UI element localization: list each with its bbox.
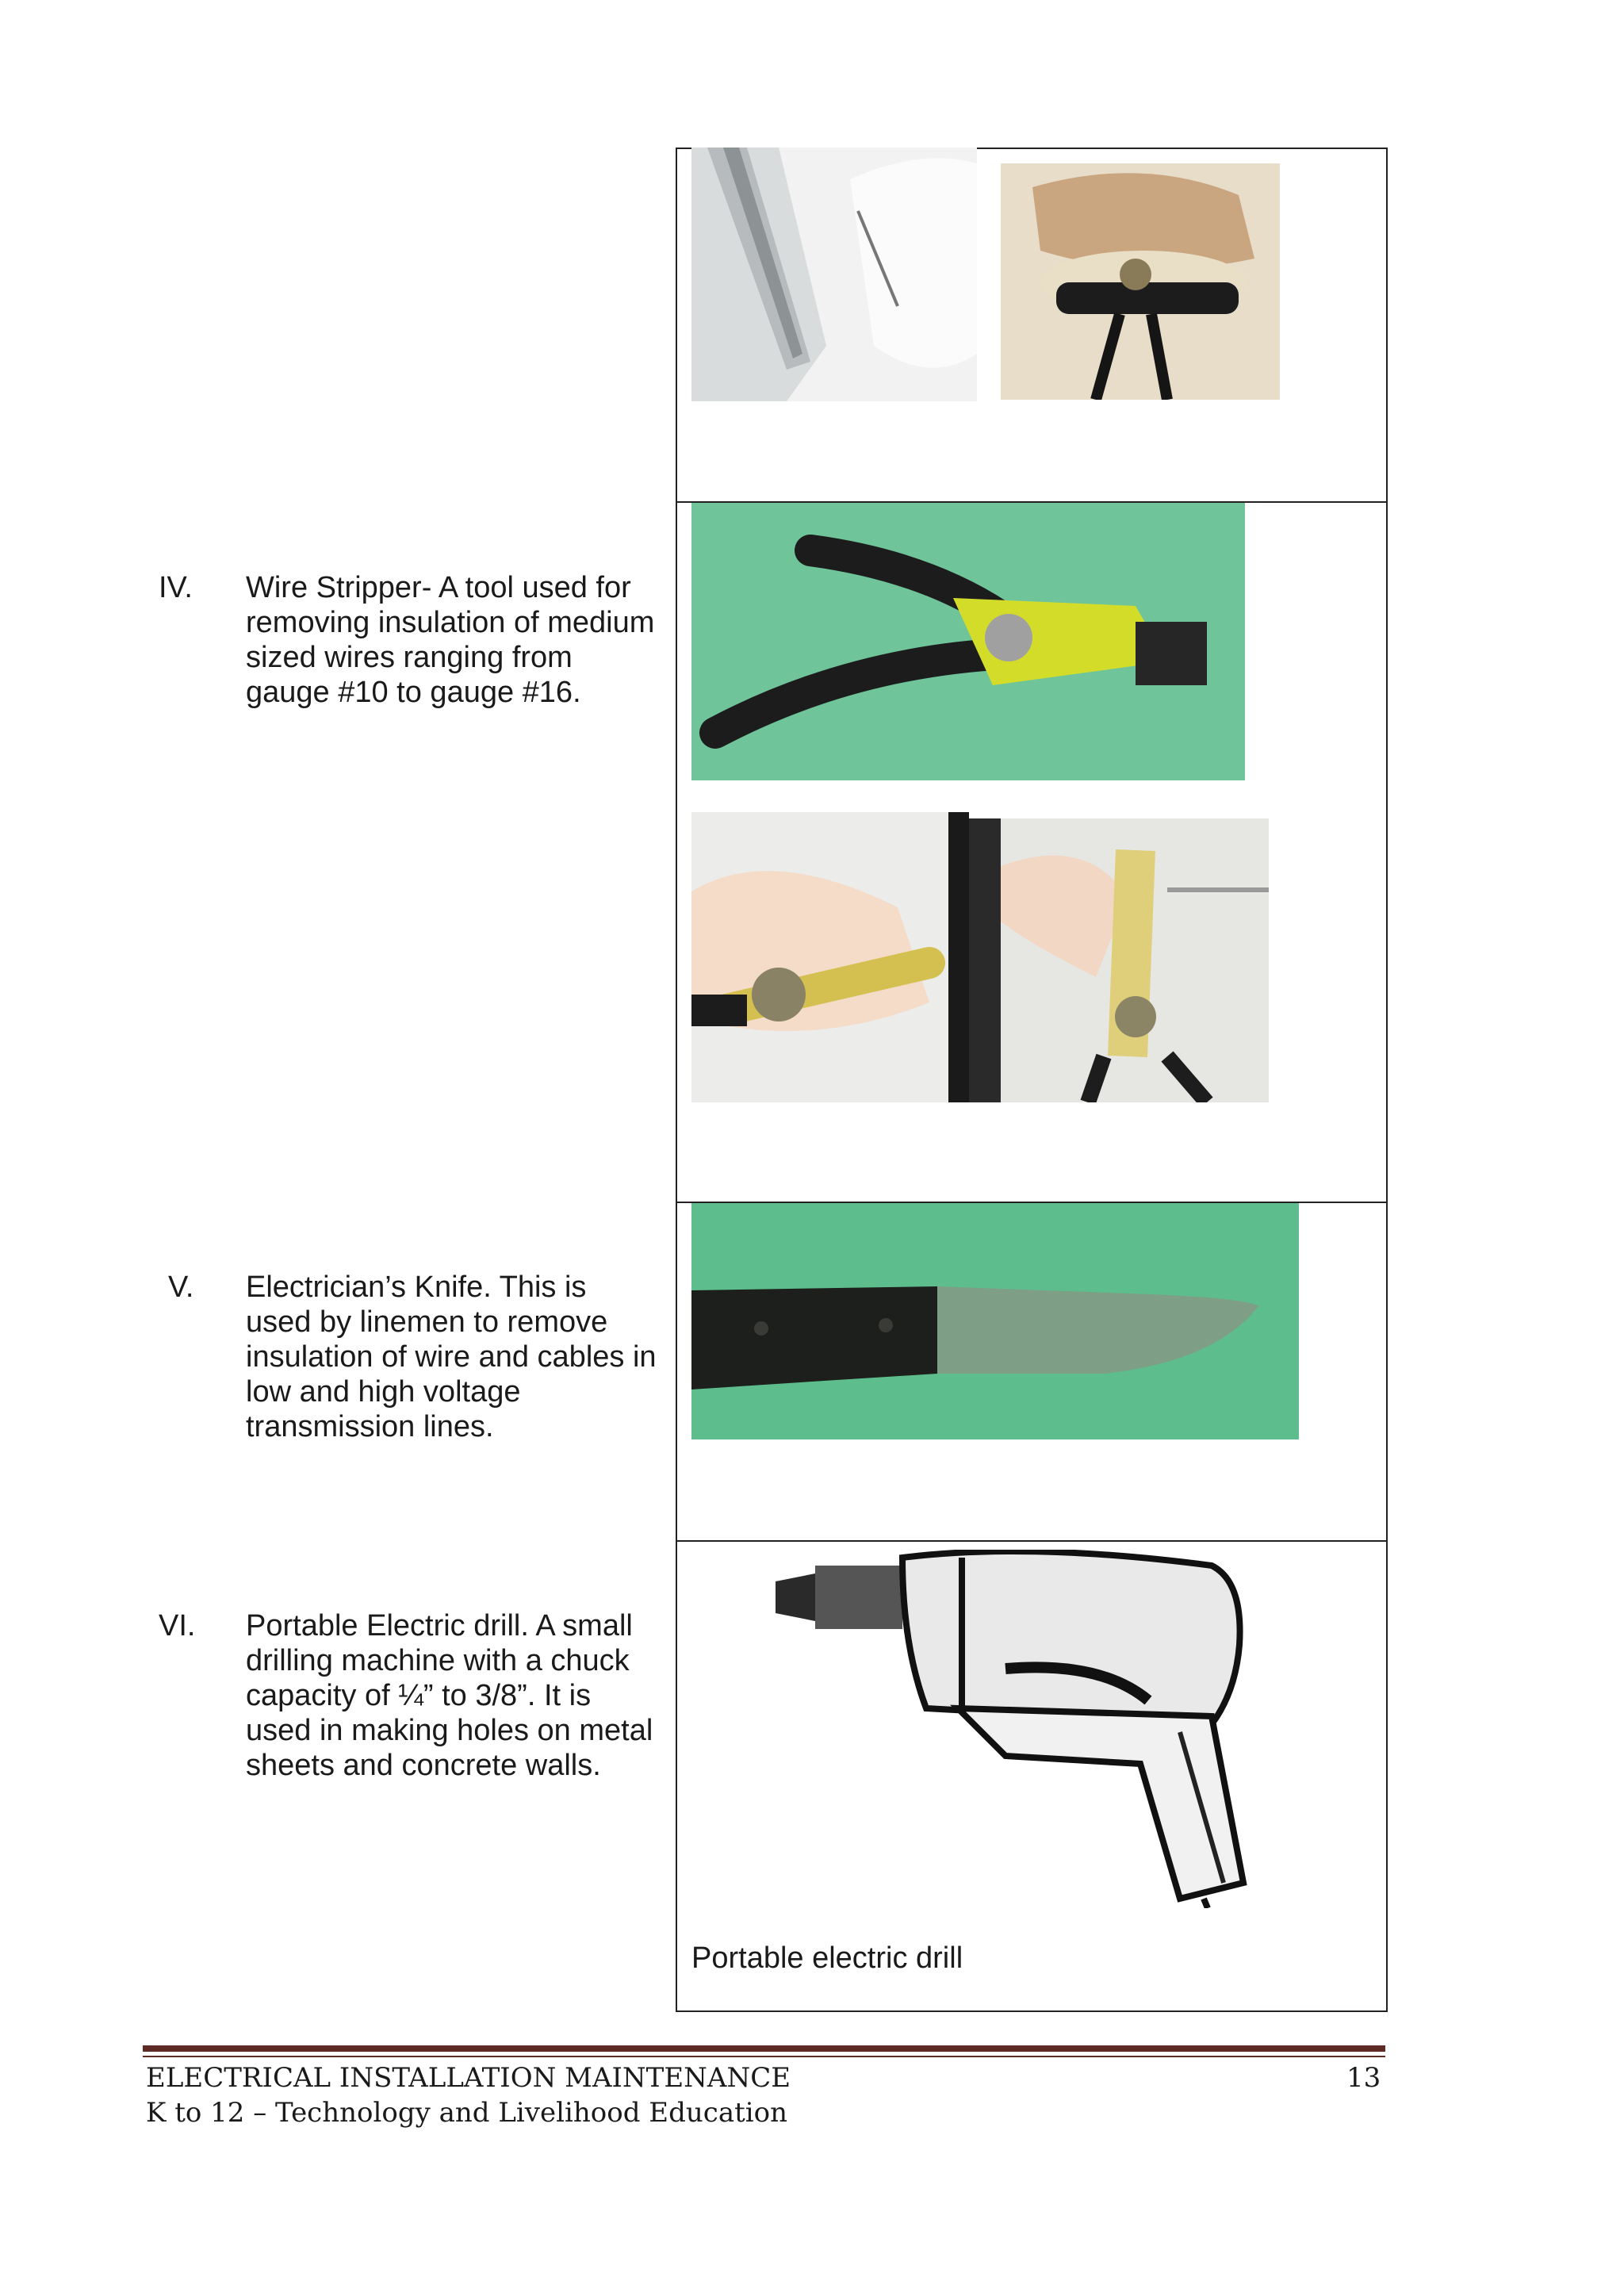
pliers-terminal-photo	[1001, 163, 1280, 400]
item-description: Wire Stripper- A tool used for removing insulation of medium sized wires ranging from gauge #10 to gauge #16.	[246, 571, 655, 709]
electric-drill-illustration	[768, 1550, 1259, 1908]
footer-rule	[143, 2056, 1385, 2057]
wire-stripper-photo	[691, 503, 1245, 780]
footer-subtitle: K to 12 – Technology and Livelihood Education	[146, 2097, 787, 2129]
item-description: Electrician’s Knife. This is used by linemen to remove insulation of wire and cables in low and high voltage transmission lines.	[246, 1271, 657, 1443]
footer-title: ELECTRICAL INSTALLATION MAINTENANCE	[146, 2062, 791, 2094]
item-description: Portable Electric drill. A small drilling machine with a chuck capacity of ¼” to 3/8”. It is used in making holes on metal sheets and concrete walls.	[246, 1609, 653, 1782]
wire-stripper-use-photo	[691, 812, 969, 1102]
footer-rule	[143, 2045, 1385, 2052]
electrician-knife-photo	[691, 1203, 1299, 1439]
item-numeral: IV.	[159, 571, 193, 604]
pliers-closeup-photo	[691, 148, 977, 401]
item-numeral: VI.	[159, 1609, 196, 1642]
wire-stripper-use-photo	[969, 818, 1269, 1102]
page-number: 13	[1346, 2062, 1381, 2094]
table-row-divider	[676, 1540, 1388, 1542]
item-numeral: V.	[168, 1271, 194, 1304]
drill-caption: Portable electric drill	[691, 1941, 963, 1975]
